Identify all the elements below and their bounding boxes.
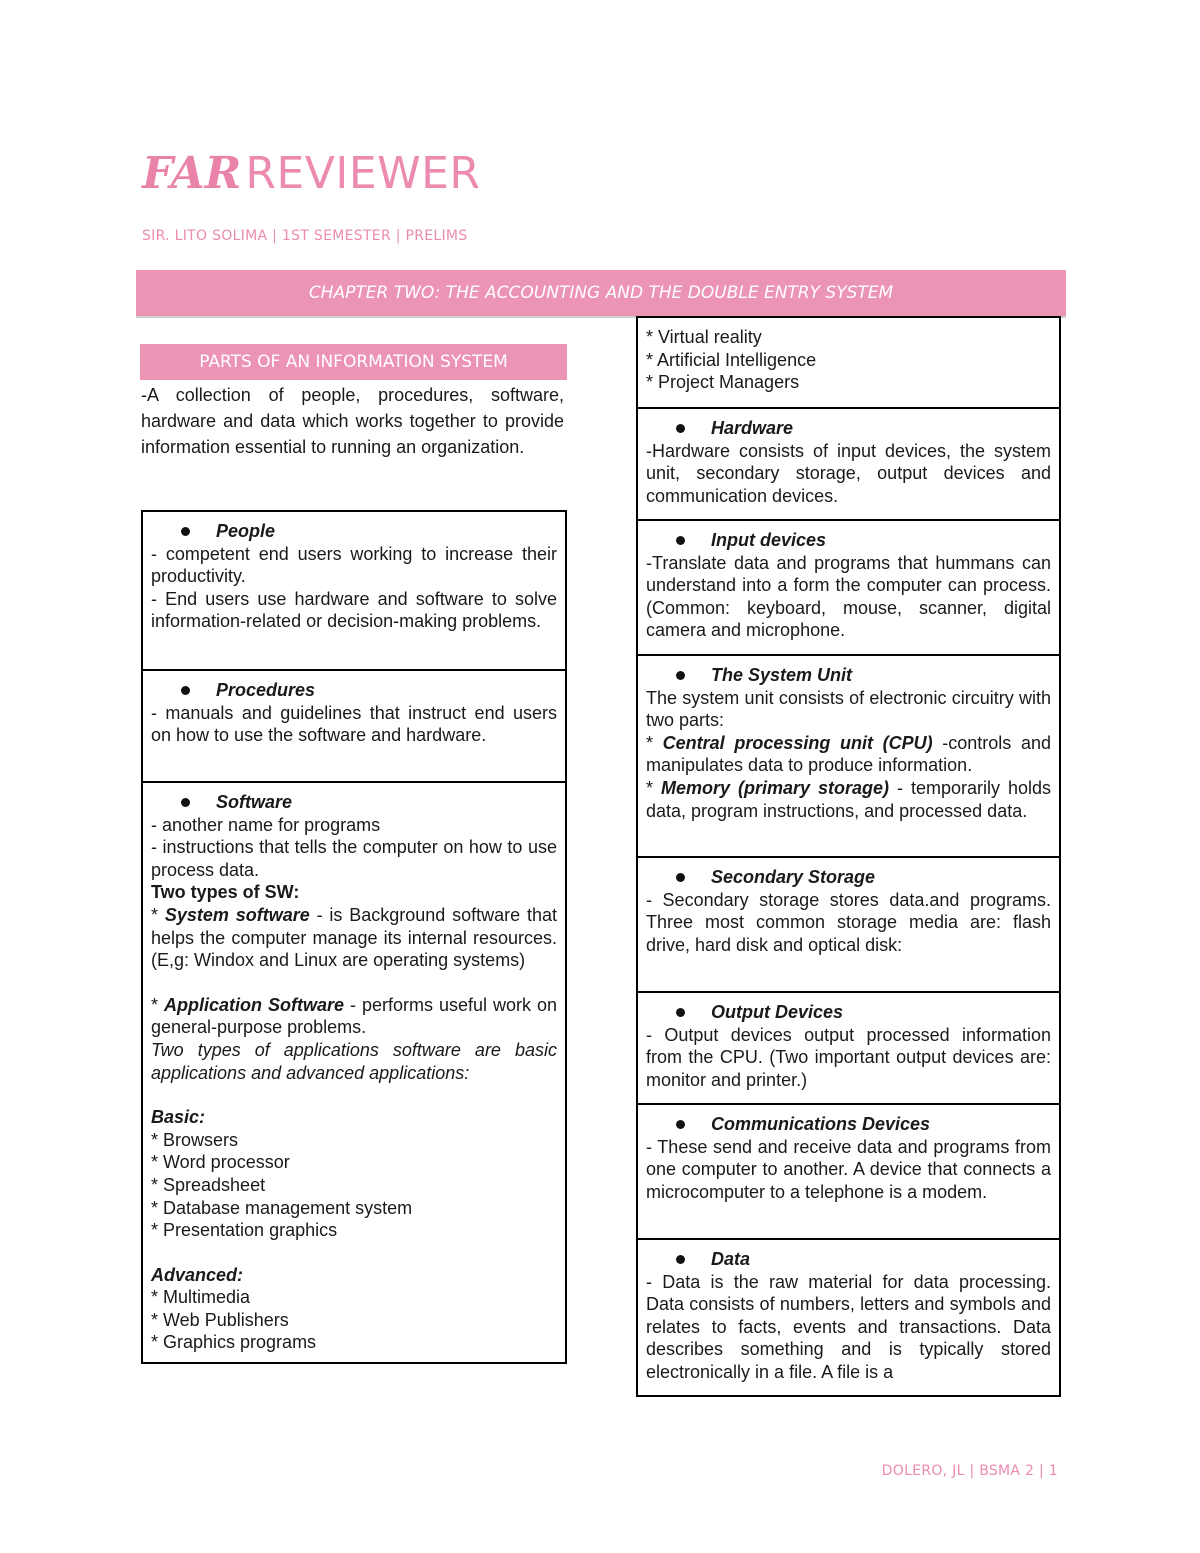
procedures-title: Procedures	[216, 680, 316, 700]
input-devices-title: Input devices	[711, 530, 827, 550]
advanced-item: * Web Publishers	[151, 1309, 289, 1330]
cpu-label: Central processing unit (CPU)	[662, 732, 933, 753]
communications-devices-cell	[638, 1103, 1059, 1238]
section-heading: PARTS OF AN INFORMATION SYSTEM	[140, 344, 567, 380]
basic-item: * Presentation graphics	[151, 1220, 338, 1241]
software-text-1: - another name for programs	[151, 814, 381, 835]
advanced-label: Advanced:	[151, 1264, 244, 1285]
cpu-star: *	[646, 732, 663, 753]
basic-item: * Browsers	[151, 1129, 239, 1150]
cpu-text	[646, 732, 1051, 777]
input-devices-heading	[646, 529, 1051, 552]
right-column-table	[636, 316, 1061, 1397]
continued-item: * Project Managers	[646, 372, 800, 393]
communications-devices-heading	[646, 1113, 1051, 1136]
hardware-cell	[638, 407, 1059, 519]
advanced-item: * Graphics programs	[151, 1332, 317, 1353]
hardware-heading	[646, 417, 1051, 440]
people-text-1: - competent end users working to increase their productivity.	[151, 543, 557, 587]
input-devices-text: -Translate data and programs that hummans can understand into a form the computer can process. (Common: keyboard, mouse, scanner, digital camera and microphone.	[646, 552, 1051, 641]
title-rest: REVIEWER	[245, 148, 481, 199]
software-cell	[143, 781, 565, 1362]
application-software-text	[151, 994, 557, 1039]
memory-label: Memory (primary storage)	[660, 777, 889, 798]
output-devices-heading	[646, 1001, 1051, 1024]
data-cell	[638, 1238, 1059, 1395]
software-types-label: Two types of SW:	[151, 882, 300, 903]
procedures-text: - manuals and guidelines that instruct end users on how to use the software and hardware.	[151, 702, 557, 746]
system-software-label: System software	[164, 904, 310, 925]
output-devices-text: - Output devices output processed information from the CPU. (Two important output devices are: monitor and printer.)	[646, 1024, 1051, 1090]
basic-item: * Database management system	[151, 1197, 413, 1218]
document-subtitle: SIR. LITO SOLIMA | 1ST SEMESTER | PRELIMS	[142, 228, 468, 244]
secondary-storage-text: - Secondary storage stores data.and programs. Three most common storage media are: flash drive, hard disk and optical disk:	[646, 889, 1051, 955]
bullet-icon	[676, 1255, 685, 1264]
continued-list-cell	[638, 316, 1059, 407]
application-software-star: *	[151, 994, 164, 1015]
memory-text	[646, 777, 1051, 822]
people-text-2: - End users use hardware and software to solve information-related or decision-making problems.	[151, 588, 557, 632]
communications-devices-text: - These send and receive data and programs from one computer to another. A device that connects a microcomputer to a telephone is a modem.	[646, 1136, 1051, 1202]
bullet-icon	[676, 1008, 685, 1017]
memory-star: *	[646, 777, 661, 798]
title-accent: FAR	[142, 148, 242, 199]
secondary-storage-cell	[638, 856, 1059, 991]
bullet-icon	[676, 671, 685, 680]
application-software-note: Two types of applications software are basic applications and advanced applications:	[151, 1039, 557, 1083]
bullet-icon	[181, 798, 190, 807]
bullet-icon	[676, 424, 685, 433]
system-unit-text: The system unit consists of electronic circuitry with two parts:	[646, 687, 1051, 731]
people-title: People	[216, 521, 276, 541]
data-text: - Data is the raw material for data processing. Data consists of numbers, letters and symbols and relates to facts, events and transactions. Data describes something and is typically stored electronically in a file. A file is a	[646, 1271, 1051, 1382]
system-unit-title: The System Unit	[711, 665, 853, 685]
bullet-icon	[181, 686, 190, 695]
system-software-desc: - is Background software that helps the computer manage its internal resources. (E,g: Windox and Linux are operating systems)	[151, 904, 557, 971]
bullet-icon	[676, 873, 685, 882]
people-cell	[143, 512, 565, 669]
secondary-storage-title: Secondary Storage	[711, 867, 876, 887]
people-heading	[151, 520, 557, 543]
advanced-item: * Multimedia	[151, 1287, 251, 1308]
page-footer: DOLERO, JL | BSMA 2 | 1	[881, 1463, 1058, 1479]
bullet-icon	[676, 1120, 685, 1129]
hardware-title: Hardware	[711, 418, 794, 438]
communications-devices-title: Communications Devices	[711, 1114, 931, 1134]
output-devices-title: Output Devices	[711, 1002, 844, 1022]
hardware-text: -Hardware consists of input devices, the system unit, secondary storage, output devices and communication devices.	[646, 440, 1051, 506]
secondary-storage-heading	[646, 866, 1051, 889]
continued-item: * Virtual reality	[646, 327, 762, 347]
memory-desc: - temporarily holds data, program instructions, and processed data.	[646, 777, 1051, 821]
system-unit-cell	[638, 654, 1059, 856]
section-intro: -A collection of people, procedures, software, hardware and data which works together to provide information essential to running an organization.	[141, 385, 564, 457]
document-title	[142, 148, 481, 212]
system-software-star: *	[151, 904, 165, 925]
cpu-desc: -controls and manipulates data to produce information.	[646, 732, 1051, 776]
bullet-icon	[676, 536, 685, 545]
basic-label: Basic:	[151, 1107, 206, 1128]
procedures-cell	[143, 669, 565, 781]
system-software-text	[151, 904, 557, 972]
data-title: Data	[711, 1249, 751, 1269]
basic-item: * Spreadsheet	[151, 1174, 266, 1195]
input-devices-cell	[638, 519, 1059, 654]
system-unit-heading	[646, 664, 1051, 687]
application-software-desc: - performs useful work on general-purpose problems.	[151, 994, 557, 1038]
application-software-label: Application Software	[164, 994, 344, 1015]
output-devices-cell	[638, 991, 1059, 1103]
continued-item: * Artificial Intelligence	[646, 349, 817, 370]
software-text-2: - instructions that tells the computer on how to use process data.	[151, 837, 557, 880]
left-column-table	[141, 510, 567, 1364]
data-heading	[646, 1248, 1051, 1271]
chapter-banner: CHAPTER TWO: THE ACCOUNTING AND THE DOUBLE ENTRY SYSTEM	[136, 270, 1066, 318]
procedures-heading	[151, 679, 557, 702]
basic-item: * Word processor	[151, 1152, 290, 1173]
bullet-icon	[181, 527, 190, 536]
software-heading	[151, 791, 557, 814]
software-title: Software	[216, 792, 293, 812]
